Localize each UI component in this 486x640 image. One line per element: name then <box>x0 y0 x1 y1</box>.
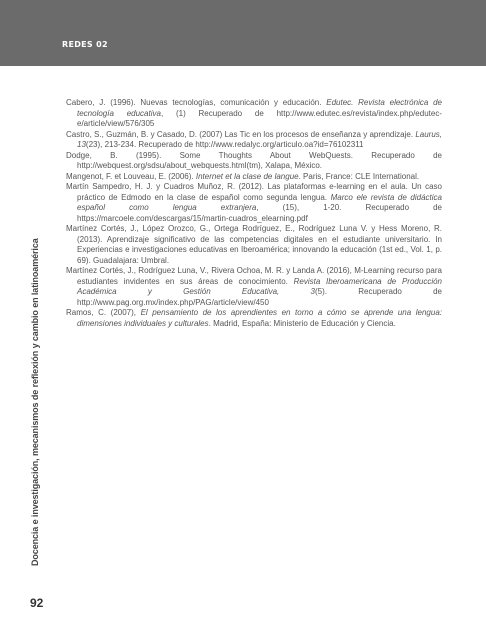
reference-entry: Cabero, J. (1996). Nuevas tecnologías, comunicación y educación. Edutec. Revista electrónica de tecnología educativa, (1) Recuperado de http://www.edutec.es/revista/index.php/edutec-e/article/view/576/305 <box>66 98 442 128</box>
vertical-book-title: Docencia e investigación, mecanismos de reflexión y cambio en latinoamérica <box>30 238 40 566</box>
reference-entry: Dodge, B. (1995). Some Thoughts About WebQuests. Recuperado de http://webquest.org/sdsu/about_webquests.html(tm), Xalapa, México. <box>66 150 442 170</box>
reference-entry: Martínez Cortés, J., Rodríguez Luna, V., Rivera Ochoa, M. R. y Landa A. (2016), M-Learning recurso para estudiantes invidentes en sus áreas de conocimiento. Revista Iberoamericana de Producción Académica y Gestión Educativa, 3(5). Recuperado de http://www.pag.org.mx/index.php/PAG/article/view/450 <box>66 266 443 307</box>
page-number: 92 <box>30 596 44 610</box>
references-list <box>66 98 442 329</box>
section-header-label: REDES 02 <box>62 40 108 49</box>
reference-entry: Ramos, C. (2007), El pensamiento de los aprendientes en torno a cómo se aprende una lengua: dimensiones individuales y culturales. Madrid, España: Ministerio de Educación y Ciencia. <box>66 308 442 328</box>
header-bar <box>0 0 486 66</box>
reference-entry: Castro, S., Guzmán, B. y Casado, D. (2007) Las Tic en los procesos de enseñanza y aprendizaje. Laurus, 13(23), 213-234. Recuperado de http://www.redalyc.org/articulo.oa?id=76102311 <box>66 129 442 149</box>
reference-entry: Martínez Cortés, J., López Orozco, G., Ortega Rodríguez, E., Rodríguez Luna V. y Hess Moreno, R. (2013). Aprendizaje significativo de las competencias digitales en el estudiante universitario. In Experiencias e investigaciones educativas en Iberoamérica; innovando la educación (1st ed., Vol. 1, p. 69). Guadalajara: Umbral. <box>66 224 442 265</box>
reference-entry: Mangenot, F. et Louveau, E. (2006). Internet et la clase de langue. Paris, France: CLE International. <box>66 171 420 181</box>
reference-entry: Martín Sampedro, H. J. y Cuadros Muñoz, R. (2012). Las plataformas e-learning en el aula. Un caso práctico de Edmodo en la clase de español como segunda lengua. Marco ele revista de didáctica español como lengua extranjera, (15), 1-20. Recuperado de https://marcoele.com/descargas/15/martin-cuadros_elearning.pdf <box>66 182 443 223</box>
